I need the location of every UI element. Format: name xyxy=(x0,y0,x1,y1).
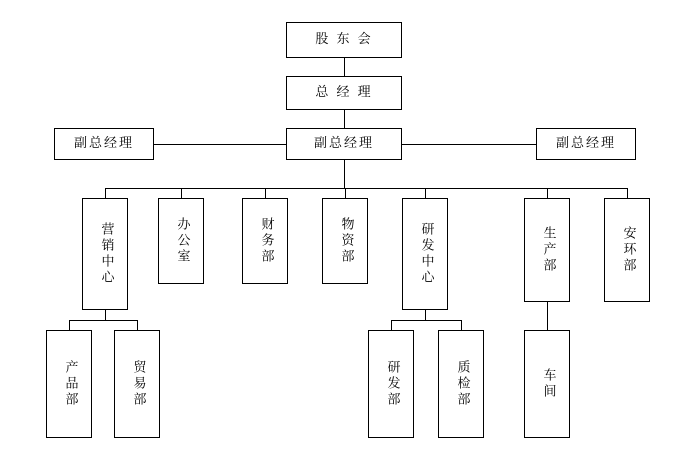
node-safety_env[interactable] xyxy=(604,198,650,302)
connector-rd-child-bus xyxy=(391,320,461,321)
connector-dgm-to-bus xyxy=(344,160,345,188)
connector-dgm-right-link xyxy=(402,144,536,145)
connector-bus-to-materials xyxy=(345,188,346,198)
node-label: 生产部 xyxy=(540,226,556,274)
connector-marketing-down xyxy=(105,310,106,320)
node-dgm_right[interactable] xyxy=(536,128,636,160)
node-marketing[interactable] xyxy=(82,198,128,310)
node-label: 研发部 xyxy=(384,360,400,408)
node-office[interactable] xyxy=(158,198,204,284)
connector-bus-to-production xyxy=(547,188,548,198)
node-label: 贸易部 xyxy=(130,360,146,408)
connector-bus-to-office xyxy=(181,188,182,198)
connector-rd-center-down xyxy=(425,310,426,320)
connector-marketing-to-product xyxy=(69,320,70,330)
node-workshop[interactable] xyxy=(524,330,570,438)
connector-shareholders-to-gm xyxy=(344,58,345,76)
node-rd_center[interactable] xyxy=(402,198,448,310)
node-materials[interactable] xyxy=(322,198,368,284)
node-production[interactable] xyxy=(524,198,570,302)
node-product_dept[interactable] xyxy=(46,330,92,438)
node-label: 安环部 xyxy=(620,226,636,274)
connector-rd-to-rd-dept xyxy=(391,320,392,330)
node-label: 股 东 会 xyxy=(315,31,373,47)
node-qc_dept[interactable] xyxy=(438,330,484,438)
node-dgm_center[interactable] xyxy=(286,128,402,160)
node-label: 副总经理 xyxy=(73,135,134,151)
node-shareholders[interactable] xyxy=(286,22,402,58)
connector-bus-to-finance xyxy=(265,188,266,198)
node-label: 总 经 理 xyxy=(315,84,373,100)
node-label: 车间 xyxy=(540,368,556,400)
connector-marketing-to-trade xyxy=(137,320,138,330)
connector-dgm-left-link xyxy=(154,144,286,145)
connector-bus-to-safety xyxy=(627,188,628,198)
node-finance[interactable] xyxy=(242,198,288,284)
connector-bus-to-rd-center xyxy=(425,188,426,198)
connector-gm-to-dgm xyxy=(344,110,345,128)
node-label: 财务部 xyxy=(258,217,274,265)
connector-production-to-workshop xyxy=(547,302,548,330)
connector-bus-to-marketing xyxy=(105,188,106,198)
node-gm[interactable] xyxy=(286,76,402,110)
connector-rd-to-qc-dept xyxy=(461,320,462,330)
node-label: 副总经理 xyxy=(313,135,374,151)
node-trade_dept[interactable] xyxy=(114,330,160,438)
node-rd_dept[interactable] xyxy=(368,330,414,438)
node-label: 副总经理 xyxy=(555,135,616,151)
node-label: 研发中心 xyxy=(418,222,434,286)
connector-marketing-child-bus xyxy=(69,320,137,321)
node-label: 产品部 xyxy=(62,360,78,408)
node-label: 营销中心 xyxy=(98,222,114,286)
connector-department-bus xyxy=(105,188,627,189)
node-label: 质检部 xyxy=(454,360,470,408)
node-label: 物资部 xyxy=(338,217,354,265)
node-label: 办公室 xyxy=(174,217,190,265)
node-dgm_left[interactable] xyxy=(54,128,154,160)
